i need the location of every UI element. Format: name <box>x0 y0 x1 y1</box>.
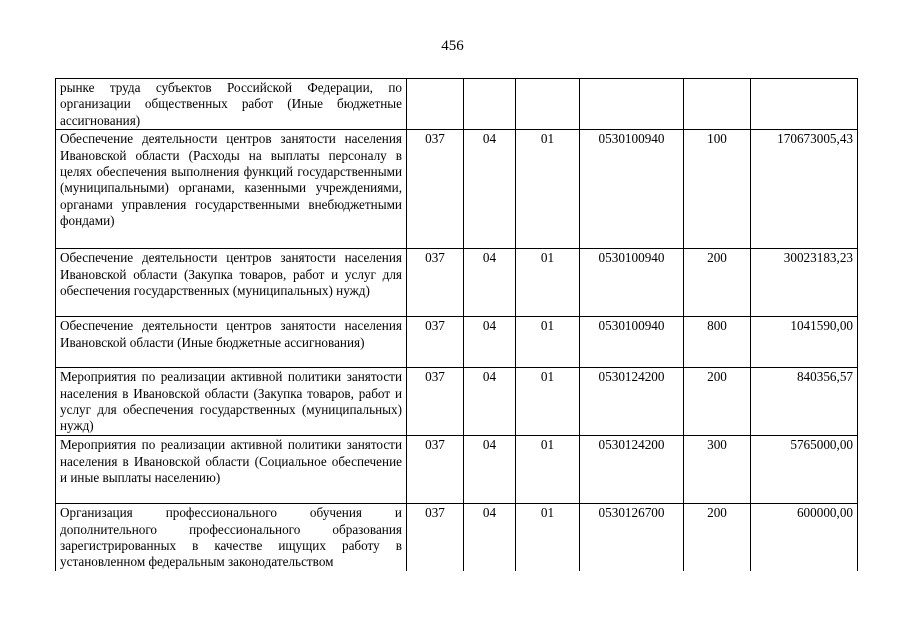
amount: 170673005,43 <box>751 130 858 249</box>
section-code: 04 <box>464 317 516 368</box>
subsection-code: 01 <box>516 249 580 317</box>
table-row <box>56 436 858 504</box>
amount: 1041590,00 <box>751 317 858 368</box>
table-row <box>56 504 858 571</box>
ministry-code: 037 <box>407 130 464 249</box>
target-article-code: 0530124200 <box>580 368 684 436</box>
ministry-code: 037 <box>407 317 464 368</box>
subsection-code: 01 <box>516 436 580 504</box>
table-row <box>56 317 858 368</box>
amount <box>751 79 858 130</box>
section-code: 04 <box>464 130 516 249</box>
expense-type-code: 200 <box>684 504 751 571</box>
row-description: Обеспечение деятельности центров занятости населения Ивановской области (Закупка товаров, работ и услуг для обеспечения государственных (муниципальных) нужд) <box>56 249 407 317</box>
table-row <box>56 368 858 436</box>
expense-type-code: 200 <box>684 249 751 317</box>
ministry-code: 037 <box>407 436 464 504</box>
target-article-code: 0530100940 <box>580 317 684 368</box>
table-row <box>56 79 858 130</box>
row-description: Мероприятия по реализации активной политики занятости населения в Ивановской области (Социальное обеспечение и иные выплаты населению) <box>56 436 407 504</box>
target-article-code <box>580 79 684 130</box>
target-article-code: 0530124200 <box>580 436 684 504</box>
row-description: Обеспечение деятельности центров занятости населения Ивановской области (Расходы на выплаты персоналу в целях обеспечения выполнения функций государственными (муниципальными) органами, казенными учреждениями, органами управления государственными внебюджетными фондами) <box>56 130 407 249</box>
row-description: Обеспечение деятельности центров занятости населения Ивановской области (Иные бюджетные ассигнования) <box>56 317 407 368</box>
table-row <box>56 249 858 317</box>
amount: 840356,57 <box>751 368 858 436</box>
amount: 600000,00 <box>751 504 858 571</box>
target-article-code: 0530100940 <box>580 249 684 317</box>
subsection-code <box>516 79 580 130</box>
section-code <box>464 79 516 130</box>
subsection-code: 01 <box>516 368 580 436</box>
ministry-code: 037 <box>407 368 464 436</box>
budget-table <box>55 78 858 571</box>
section-code: 04 <box>464 504 516 571</box>
section-code: 04 <box>464 436 516 504</box>
section-code: 04 <box>464 368 516 436</box>
amount: 30023183,23 <box>751 249 858 317</box>
expense-type-code: 800 <box>684 317 751 368</box>
ministry-code <box>407 79 464 130</box>
section-code: 04 <box>464 249 516 317</box>
page-number: 456 <box>441 38 464 54</box>
ministry-code: 037 <box>407 249 464 317</box>
ministry-code: 037 <box>407 504 464 571</box>
row-description: Мероприятия по реализации активной политики занятости населения в Ивановской области (Закупка товаров, работ и услуг для обеспечения государственных (муниципальных) нужд) <box>56 368 407 436</box>
row-description: рынке труда субъектов Российской Федерации, по организации общественных работ (Иные бюджетные ассигнования) <box>56 79 407 130</box>
subsection-code: 01 <box>516 130 580 249</box>
target-article-code: 0530100940 <box>580 130 684 249</box>
target-article-code: 0530126700 <box>580 504 684 571</box>
row-description: Организация профессионального обучения и дополнительного профессионального образования зарегистрированных в качестве ищущих работу в установленном федеральным законодательством <box>56 504 407 571</box>
expense-type-code: 100 <box>684 130 751 249</box>
expense-type-code: 300 <box>684 436 751 504</box>
expense-type-code <box>684 79 751 130</box>
subsection-code: 01 <box>516 317 580 368</box>
subsection-code: 01 <box>516 504 580 571</box>
expense-type-code: 200 <box>684 368 751 436</box>
table-row <box>56 130 858 249</box>
amount: 5765000,00 <box>751 436 858 504</box>
